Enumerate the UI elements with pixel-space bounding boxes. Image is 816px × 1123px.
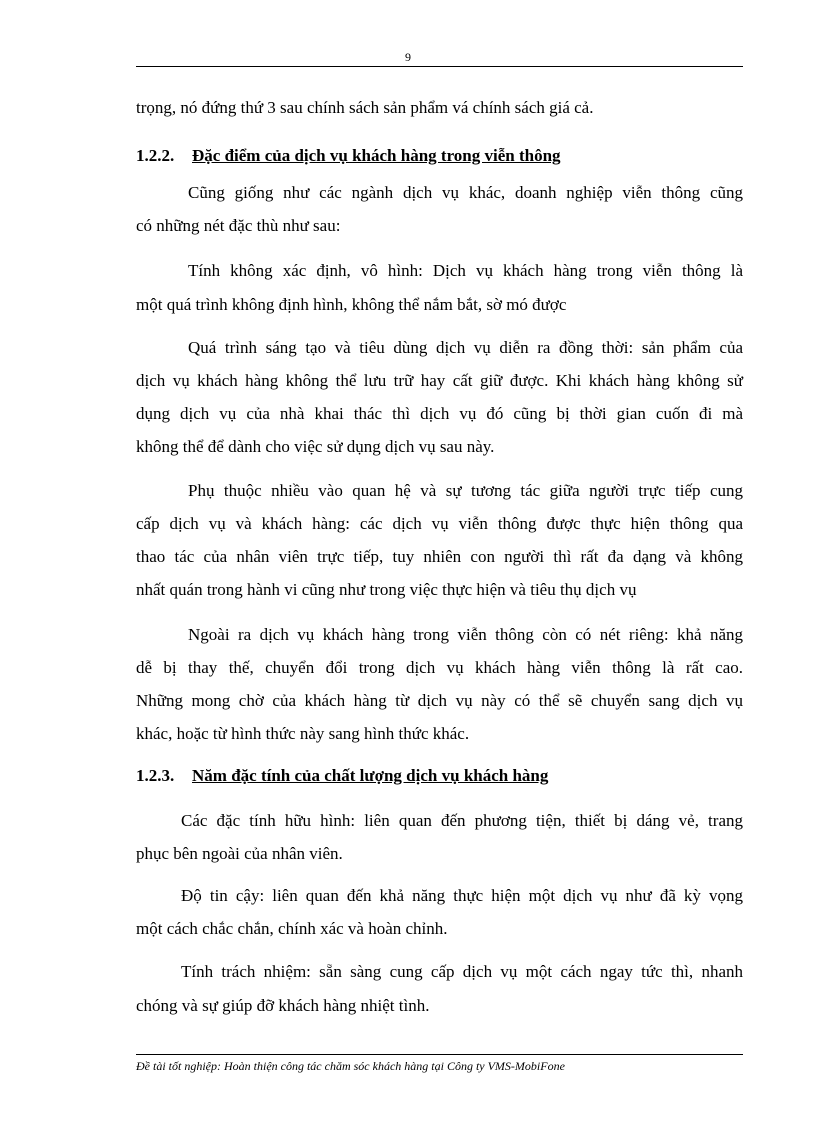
paragraph-line: Những mong chờ của khách hàng từ dịch vụ này có thể sẽ chuyển sang dịch vụ: [136, 691, 743, 710]
section-number: 1.2.3.: [136, 766, 175, 785]
paragraph-line: dụng dịch vụ của nhà khai thác thì dịch vụ đó cũng bị thời gian cuốn đi mà: [136, 404, 743, 423]
section-title: Năm đặc tính của chất lượng dịch vụ khách hàng: [192, 766, 549, 785]
section-number: 1.2.2.: [136, 146, 175, 165]
footer-rule: [136, 1054, 743, 1055]
paragraph-line: một quá trình không định hình, không thể nắm bắt, sờ mó được: [136, 295, 567, 314]
section-title: Đặc điểm của dịch vụ khách hàng trong viễn thông: [192, 146, 561, 165]
paragraph-line: thao tác của nhân viên trực tiếp, tuy nhiên con người thì rất đa dạng và không: [136, 547, 743, 566]
paragraph-line: khác, hoặc từ hình thức này sang hình thức khác.: [136, 724, 470, 743]
paragraph-line: Ngoài ra dịch vụ khách hàng trong viễn thông còn có nét riêng: khả năng: [188, 625, 743, 644]
section-heading: [136, 146, 743, 166]
paragraph-line: chóng và sự giúp đỡ khách hàng nhiệt tình.: [136, 996, 430, 1015]
paragraph-line: Các đặc tính hữu hình: liên quan đến phương tiện, thiết bị dáng vẻ, trang: [181, 811, 743, 830]
paragraph-line: Cũng giống như các ngành dịch vụ khác, doanh nghiệp viễn thông cũng: [188, 183, 743, 202]
paragraph-line: không thể để dành cho việc sử dụng dịch vụ sau này.: [136, 437, 495, 456]
paragraph-line: Phụ thuộc nhiều vào quan hệ và sự tương tác giữa người trực tiếp cung: [188, 481, 743, 500]
page-number: 9: [405, 50, 411, 64]
paragraph-line: có những nét đặc thù như sau:: [136, 216, 341, 235]
paragraph-line: một cách chắc chắn, chính xác và hoàn chỉnh.: [136, 919, 448, 938]
paragraph-line: Tính không xác định, vô hình: Dịch vụ khách hàng trong viễn thông là: [188, 261, 743, 280]
paragraph-line: trọng, nó đứng thứ 3 sau chính sách sản phẩm vá chính sách giá cả.: [136, 98, 594, 117]
paragraph-line: dễ bị thay thế, chuyển đổi trong dịch vụ khách hàng viễn thông là rất cao.: [136, 658, 743, 677]
footer-text: Đề tài tốt nghiệp: Hoàn thiện công tác chăm sóc khách hàng tại Công ty VMS-MobiFone: [136, 1059, 565, 1073]
paragraph-line: Độ tin cậy: liên quan đến khả năng thực hiện một dịch vụ như đã kỳ vọng: [181, 886, 743, 905]
paragraph-line: phục bên ngoài của nhân viên.: [136, 844, 343, 863]
paragraph-line: cấp dịch vụ và khách hàng: các dịch vụ viễn thông được thực hiện thông qua: [136, 514, 743, 533]
paragraph-line: dịch vụ khách hàng không thể lưu trữ hay cất giữ được. Khi khách hàng không sử: [136, 371, 743, 390]
paragraph-line: nhất quán trong hành vi cũng như trong việc thực hiện và tiêu thụ dịch vụ: [136, 580, 637, 599]
section-heading: [136, 766, 743, 786]
paragraph-line: Quá trình sáng tạo và tiêu dùng dịch vụ diễn ra đồng thời: sản phẩm của: [188, 338, 743, 357]
paragraph-line: Tính trách nhiệm: sẵn sàng cung cấp dịch vụ một cách ngay tức thì, nhanh: [181, 962, 743, 981]
